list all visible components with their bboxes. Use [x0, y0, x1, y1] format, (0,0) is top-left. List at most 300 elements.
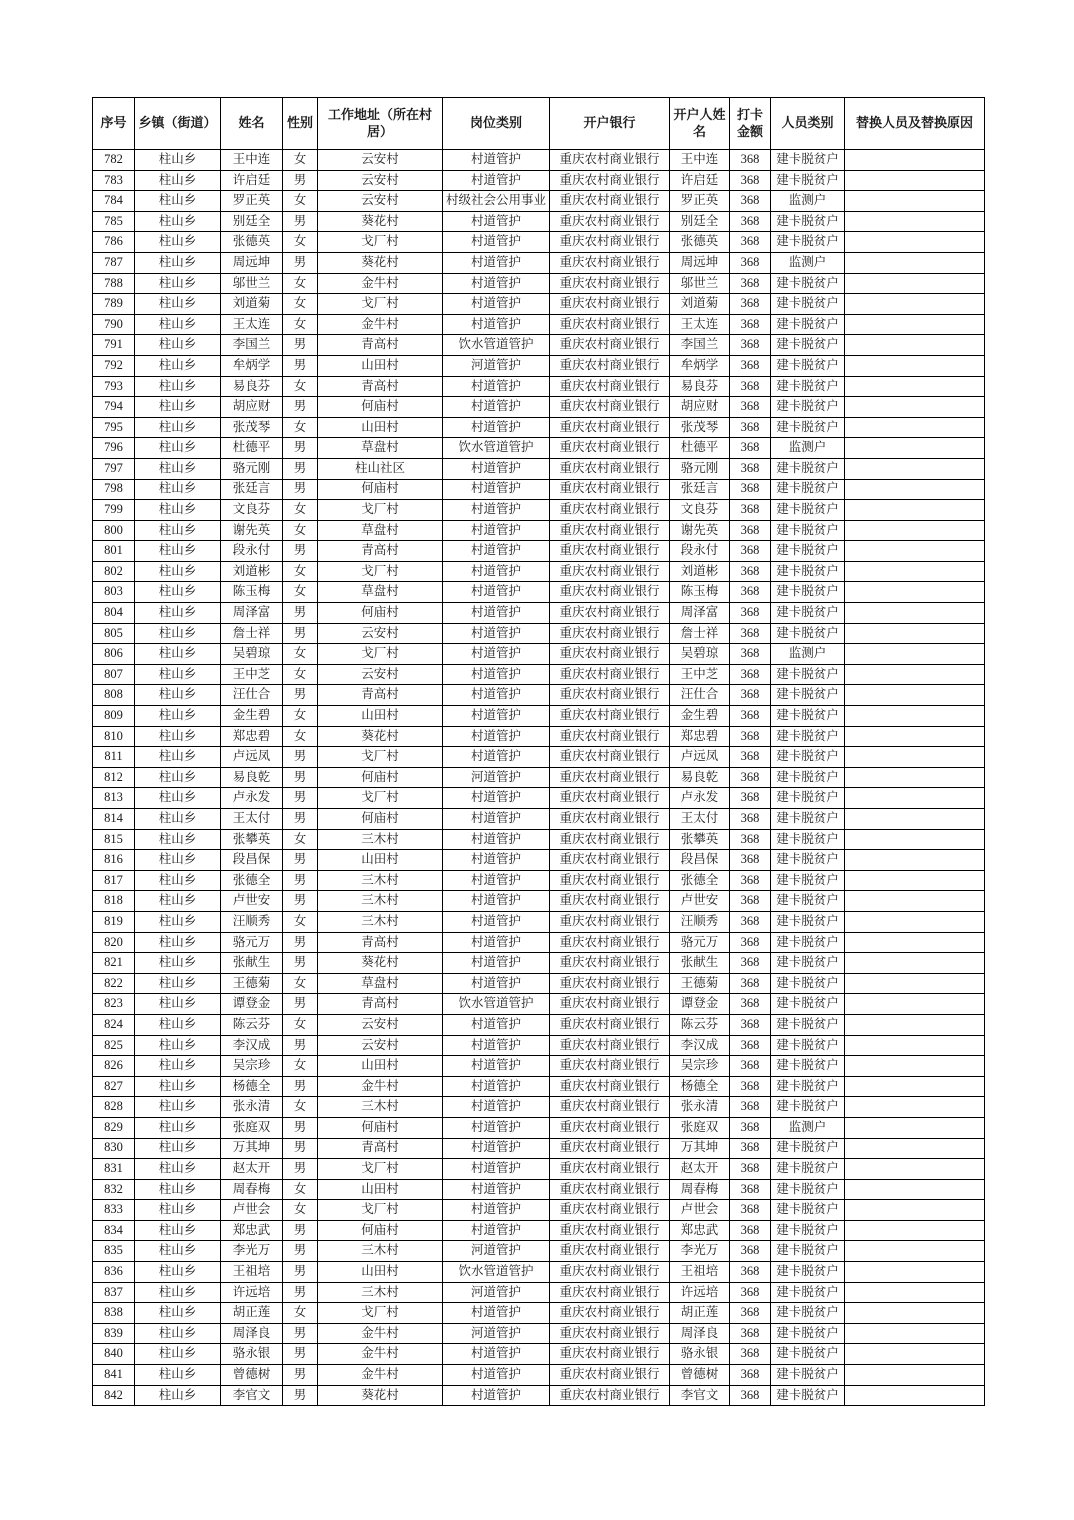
- person-category-cell: 建卡脱贫户: [771, 1303, 845, 1324]
- job-category-cell: 村道管护: [443, 211, 550, 232]
- gender-cell: 男: [283, 1262, 318, 1283]
- bank-cell: 重庆农村商业银行: [550, 685, 670, 706]
- gender-cell: 女: [283, 273, 318, 294]
- bank-cell: 重庆农村商业银行: [550, 870, 670, 891]
- replacement-reason-cell: [845, 1365, 985, 1386]
- amount-cell: 368: [730, 850, 771, 871]
- person-category-cell: 建卡脱贫户: [771, 150, 845, 171]
- gender-cell: 男: [283, 438, 318, 459]
- person-category-cell: 建卡脱贫户: [771, 870, 845, 891]
- name-cell: 张永清: [221, 1097, 283, 1118]
- name-cell: 汪仕合: [221, 685, 283, 706]
- account-holder-name-cell: 周远坤: [670, 252, 730, 273]
- work-village-cell: 金牛村: [318, 1344, 443, 1365]
- replacement-reason-cell: [845, 417, 985, 438]
- table-row: [93, 644, 985, 665]
- name-cell: 胡应财: [221, 397, 283, 418]
- person-category-cell: 建卡脱贫户: [771, 891, 845, 912]
- work-village-cell: 云安村: [318, 1035, 443, 1056]
- serial-number-cell: 825: [93, 1035, 135, 1056]
- person-category-cell: 建卡脱贫户: [771, 1014, 845, 1035]
- work-village-cell: 青高村: [318, 335, 443, 356]
- column-header-gender: 性别: [283, 98, 318, 150]
- column-header-amount: 打卡金额: [730, 98, 771, 150]
- account-holder-name-cell: 陈云芬: [670, 1014, 730, 1035]
- bank-cell: 重庆农村商业银行: [550, 1344, 670, 1365]
- bank-cell: 重庆农村商业银行: [550, 706, 670, 727]
- township-cell: 柱山乡: [135, 1138, 221, 1159]
- township-cell: 柱山乡: [135, 1344, 221, 1365]
- account-holder-name-cell: 金生碧: [670, 706, 730, 727]
- work-village-cell: 三木村: [318, 1097, 443, 1118]
- serial-number-cell: 807: [93, 664, 135, 685]
- account-holder-name-cell: 张德全: [670, 870, 730, 891]
- account-holder-name-cell: 王祖培: [670, 1262, 730, 1283]
- gender-cell: 男: [283, 170, 318, 191]
- township-cell: 柱山乡: [135, 1014, 221, 1035]
- serial-number-cell: 794: [93, 397, 135, 418]
- bank-cell: 重庆农村商业银行: [550, 973, 670, 994]
- replacement-reason-cell: [845, 1138, 985, 1159]
- person-category-cell: 建卡脱贫户: [771, 170, 845, 191]
- bank-cell: 重庆农村商业银行: [550, 561, 670, 582]
- job-category-cell: 村道管护: [443, 911, 550, 932]
- gender-cell: 女: [283, 1179, 318, 1200]
- person-category-cell: 建卡脱贫户: [771, 335, 845, 356]
- gender-cell: 女: [283, 644, 318, 665]
- serial-number-cell: 815: [93, 829, 135, 850]
- account-holder-name-cell: 胡正莲: [670, 1303, 730, 1324]
- account-holder-name-cell: 周泽良: [670, 1323, 730, 1344]
- name-cell: 骆永银: [221, 1344, 283, 1365]
- account-holder-name-cell: 卢世安: [670, 891, 730, 912]
- account-holder-name-cell: 张德英: [670, 232, 730, 253]
- amount-cell: 368: [730, 1262, 771, 1283]
- work-village-cell: 葵花村: [318, 252, 443, 273]
- amount-cell: 368: [730, 623, 771, 644]
- person-category-cell: 监测户: [771, 252, 845, 273]
- amount-cell: 368: [730, 1365, 771, 1386]
- account-holder-name-cell: 易良芬: [670, 376, 730, 397]
- name-cell: 王太付: [221, 809, 283, 830]
- amount-cell: 368: [730, 1200, 771, 1221]
- work-village-cell: 何庙村: [318, 603, 443, 624]
- job-category-cell: 饮水管道管护: [443, 335, 550, 356]
- person-category-cell: 建卡脱贫户: [771, 767, 845, 788]
- replacement-reason-cell: [845, 1344, 985, 1365]
- work-village-cell: 三木村: [318, 1241, 443, 1262]
- township-cell: 柱山乡: [135, 623, 221, 644]
- work-village-cell: 金牛村: [318, 1076, 443, 1097]
- job-category-cell: 村道管护: [443, 170, 550, 191]
- table-row: [93, 1014, 985, 1035]
- table-row: [93, 809, 985, 830]
- person-category-cell: 建卡脱贫户: [771, 1200, 845, 1221]
- amount-cell: 368: [730, 994, 771, 1015]
- table-row: [93, 1179, 985, 1200]
- replacement-reason-cell: [845, 1056, 985, 1077]
- person-category-cell: 建卡脱贫户: [771, 479, 845, 500]
- replacement-reason-cell: [845, 561, 985, 582]
- column-header-name: 姓名: [221, 98, 283, 150]
- table-row: [93, 500, 985, 521]
- table-row: [93, 191, 985, 212]
- name-cell: 刘道菊: [221, 294, 283, 315]
- job-category-cell: 村道管护: [443, 1200, 550, 1221]
- replacement-reason-cell: [845, 150, 985, 171]
- serial-number-cell: 841: [93, 1365, 135, 1386]
- amount-cell: 368: [730, 520, 771, 541]
- township-cell: 柱山乡: [135, 417, 221, 438]
- gender-cell: 男: [283, 1117, 318, 1138]
- name-cell: 李光万: [221, 1241, 283, 1262]
- amount-cell: 368: [730, 1323, 771, 1344]
- gender-cell: 男: [283, 1220, 318, 1241]
- township-cell: 柱山乡: [135, 273, 221, 294]
- column-header-replacement-reason: 替换人员及替换原因: [845, 98, 985, 150]
- job-category-cell: 村道管护: [443, 809, 550, 830]
- table-row: [93, 335, 985, 356]
- bank-cell: 重庆农村商业银行: [550, 1303, 670, 1324]
- table-row: [93, 252, 985, 273]
- person-category-cell: 建卡脱贫户: [771, 314, 845, 335]
- township-cell: 柱山乡: [135, 809, 221, 830]
- name-cell: 易良芬: [221, 376, 283, 397]
- gender-cell: 男: [283, 850, 318, 871]
- amount-cell: 368: [730, 211, 771, 232]
- job-category-cell: 村道管护: [443, 1056, 550, 1077]
- account-holder-name-cell: 段昌保: [670, 850, 730, 871]
- township-cell: 柱山乡: [135, 747, 221, 768]
- name-cell: 金生碧: [221, 706, 283, 727]
- serial-number-cell: 793: [93, 376, 135, 397]
- name-cell: 罗正英: [221, 191, 283, 212]
- person-category-cell: 建卡脱贫户: [771, 809, 845, 830]
- bank-cell: 重庆农村商业银行: [550, 397, 670, 418]
- replacement-reason-cell: [845, 438, 985, 459]
- person-category-cell: 建卡脱贫户: [771, 1241, 845, 1262]
- table-row: [93, 1323, 985, 1344]
- amount-cell: 368: [730, 1303, 771, 1324]
- job-category-cell: 村道管护: [443, 623, 550, 644]
- column-header-person-category: 人员类别: [771, 98, 845, 150]
- roster-table: [92, 97, 985, 1406]
- serial-number-cell: 786: [93, 232, 135, 253]
- gender-cell: 男: [283, 1035, 318, 1056]
- bank-cell: 重庆农村商业银行: [550, 211, 670, 232]
- serial-number-cell: 805: [93, 623, 135, 644]
- person-category-cell: 建卡脱贫户: [771, 932, 845, 953]
- amount-cell: 368: [730, 664, 771, 685]
- township-cell: 柱山乡: [135, 1117, 221, 1138]
- work-village-cell: 戈厂村: [318, 788, 443, 809]
- person-category-cell: 建卡脱贫户: [771, 561, 845, 582]
- work-village-cell: 青高村: [318, 685, 443, 706]
- account-holder-name-cell: 王中芝: [670, 664, 730, 685]
- name-cell: 段永付: [221, 541, 283, 562]
- name-cell: 谢先英: [221, 520, 283, 541]
- account-holder-name-cell: 骆元刚: [670, 458, 730, 479]
- serial-number-cell: 831: [93, 1159, 135, 1180]
- table-row: [93, 541, 985, 562]
- job-category-cell: 河道管护: [443, 1282, 550, 1303]
- work-village-cell: 青高村: [318, 932, 443, 953]
- gender-cell: 女: [283, 911, 318, 932]
- table-row: [93, 479, 985, 500]
- name-cell: 赵太开: [221, 1159, 283, 1180]
- person-category-cell: 建卡脱贫户: [771, 1097, 845, 1118]
- township-cell: 柱山乡: [135, 561, 221, 582]
- table-row: [93, 706, 985, 727]
- amount-cell: 368: [730, 1035, 771, 1056]
- replacement-reason-cell: [845, 911, 985, 932]
- amount-cell: 368: [730, 809, 771, 830]
- account-holder-name-cell: 王德菊: [670, 973, 730, 994]
- work-village-cell: 戈厂村: [318, 1200, 443, 1221]
- township-cell: 柱山乡: [135, 1241, 221, 1262]
- work-village-cell: 云安村: [318, 1014, 443, 1035]
- table-row: [93, 170, 985, 191]
- work-village-cell: 戈厂村: [318, 294, 443, 315]
- bank-cell: 重庆农村商业银行: [550, 1138, 670, 1159]
- amount-cell: 368: [730, 726, 771, 747]
- account-holder-name-cell: 张永清: [670, 1097, 730, 1118]
- gender-cell: 女: [283, 973, 318, 994]
- replacement-reason-cell: [845, 582, 985, 603]
- work-village-cell: 何庙村: [318, 479, 443, 500]
- job-category-cell: 村道管护: [443, 973, 550, 994]
- work-village-cell: 青高村: [318, 1138, 443, 1159]
- amount-cell: 368: [730, 561, 771, 582]
- name-cell: 张德英: [221, 232, 283, 253]
- name-cell: 吴宗珍: [221, 1056, 283, 1077]
- job-category-cell: 村道管护: [443, 561, 550, 582]
- name-cell: 易良乾: [221, 767, 283, 788]
- table-row: [93, 891, 985, 912]
- job-category-cell: 河道管护: [443, 1241, 550, 1262]
- table-row: [93, 417, 985, 438]
- township-cell: 柱山乡: [135, 170, 221, 191]
- name-cell: 王德菊: [221, 973, 283, 994]
- person-category-cell: 建卡脱贫户: [771, 850, 845, 871]
- serial-number-cell: 823: [93, 994, 135, 1015]
- work-village-cell: 金牛村: [318, 314, 443, 335]
- amount-cell: 368: [730, 932, 771, 953]
- job-category-cell: 村道管护: [443, 541, 550, 562]
- amount-cell: 368: [730, 232, 771, 253]
- serial-number-cell: 809: [93, 706, 135, 727]
- account-holder-name-cell: 邬世兰: [670, 273, 730, 294]
- person-category-cell: 建卡脱贫户: [771, 953, 845, 974]
- work-village-cell: 三木村: [318, 911, 443, 932]
- bank-cell: 重庆农村商业银行: [550, 1262, 670, 1283]
- work-village-cell: 何庙村: [318, 397, 443, 418]
- township-cell: 柱山乡: [135, 191, 221, 212]
- table-row: [93, 829, 985, 850]
- work-village-cell: 三木村: [318, 1282, 443, 1303]
- amount-cell: 368: [730, 891, 771, 912]
- name-cell: 王中连: [221, 150, 283, 171]
- bank-cell: 重庆农村商业银行: [550, 458, 670, 479]
- township-cell: 柱山乡: [135, 1323, 221, 1344]
- job-category-cell: 村道管护: [443, 252, 550, 273]
- table-row: [93, 314, 985, 335]
- account-holder-name-cell: 王太连: [670, 314, 730, 335]
- person-category-cell: 建卡脱贫户: [771, 726, 845, 747]
- name-cell: 谭登金: [221, 994, 283, 1015]
- person-category-cell: 建卡脱贫户: [771, 973, 845, 994]
- account-holder-name-cell: 詹士祥: [670, 623, 730, 644]
- amount-cell: 368: [730, 1385, 771, 1406]
- serial-number-cell: 792: [93, 355, 135, 376]
- serial-number-cell: 840: [93, 1344, 135, 1365]
- bank-cell: 重庆农村商业银行: [550, 891, 670, 912]
- replacement-reason-cell: [845, 541, 985, 562]
- serial-number-cell: 784: [93, 191, 135, 212]
- name-cell: 周泽富: [221, 603, 283, 624]
- job-category-cell: 村道管护: [443, 850, 550, 871]
- serial-number-cell: 797: [93, 458, 135, 479]
- gender-cell: 男: [283, 623, 318, 644]
- person-category-cell: 建卡脱贫户: [771, 1056, 845, 1077]
- person-category-cell: 建卡脱贫户: [771, 747, 845, 768]
- amount-cell: 368: [730, 747, 771, 768]
- bank-cell: 重庆农村商业银行: [550, 1200, 670, 1221]
- gender-cell: 男: [283, 788, 318, 809]
- replacement-reason-cell: [845, 1241, 985, 1262]
- work-village-cell: 戈厂村: [318, 500, 443, 521]
- table-row: [93, 850, 985, 871]
- bank-cell: 重庆农村商业银行: [550, 1056, 670, 1077]
- township-cell: 柱山乡: [135, 891, 221, 912]
- name-cell: 骆元刚: [221, 458, 283, 479]
- person-category-cell: 建卡脱贫户: [771, 1282, 845, 1303]
- table-row: [93, 870, 985, 891]
- account-holder-name-cell: 李官文: [670, 1385, 730, 1406]
- serial-number-cell: 816: [93, 850, 135, 871]
- amount-cell: 368: [730, 191, 771, 212]
- name-cell: 周泽良: [221, 1323, 283, 1344]
- amount-cell: 368: [730, 911, 771, 932]
- bank-cell: 重庆农村商业银行: [550, 1365, 670, 1386]
- job-category-cell: 村道管护: [443, 1014, 550, 1035]
- name-cell: 卢世会: [221, 1200, 283, 1221]
- table-row: [93, 561, 985, 582]
- amount-cell: 368: [730, 479, 771, 500]
- replacement-reason-cell: [845, 685, 985, 706]
- person-category-cell: 建卡脱贫户: [771, 417, 845, 438]
- township-cell: 柱山乡: [135, 1365, 221, 1386]
- person-category-cell: 监测户: [771, 644, 845, 665]
- work-village-cell: 云安村: [318, 170, 443, 191]
- gender-cell: 女: [283, 1200, 318, 1221]
- person-category-cell: 建卡脱贫户: [771, 685, 845, 706]
- work-village-cell: 草盘村: [318, 438, 443, 459]
- table-row: [93, 1241, 985, 1262]
- bank-cell: 重庆农村商业银行: [550, 809, 670, 830]
- name-cell: 王中芝: [221, 664, 283, 685]
- work-village-cell: 何庙村: [318, 1220, 443, 1241]
- table-row: [93, 1385, 985, 1406]
- gender-cell: 男: [283, 1241, 318, 1262]
- name-cell: 文良芬: [221, 500, 283, 521]
- work-village-cell: 葵花村: [318, 1385, 443, 1406]
- township-cell: 柱山乡: [135, 911, 221, 932]
- township-cell: 柱山乡: [135, 685, 221, 706]
- gender-cell: 女: [283, 232, 318, 253]
- bank-cell: 重庆农村商业银行: [550, 500, 670, 521]
- replacement-reason-cell: [845, 747, 985, 768]
- account-holder-name-cell: 刘道菊: [670, 294, 730, 315]
- name-cell: 胡正莲: [221, 1303, 283, 1324]
- gender-cell: 男: [283, 541, 318, 562]
- table-row: [93, 1262, 985, 1283]
- serial-number-cell: 818: [93, 891, 135, 912]
- job-category-cell: 饮水管道管护: [443, 1262, 550, 1283]
- serial-number-cell: 791: [93, 335, 135, 356]
- serial-number-cell: 830: [93, 1138, 135, 1159]
- work-village-cell: 三木村: [318, 829, 443, 850]
- amount-cell: 368: [730, 1097, 771, 1118]
- township-cell: 柱山乡: [135, 500, 221, 521]
- replacement-reason-cell: [845, 1179, 985, 1200]
- work-village-cell: 葵花村: [318, 211, 443, 232]
- serial-number-cell: 806: [93, 644, 135, 665]
- table-row: [93, 953, 985, 974]
- gender-cell: 女: [283, 1014, 318, 1035]
- replacement-reason-cell: [845, 1200, 985, 1221]
- name-cell: 张廷言: [221, 479, 283, 500]
- serial-number-cell: 832: [93, 1179, 135, 1200]
- serial-number-cell: 827: [93, 1076, 135, 1097]
- gender-cell: 女: [283, 191, 318, 212]
- name-cell: 陈云芬: [221, 1014, 283, 1035]
- replacement-reason-cell: [845, 1117, 985, 1138]
- amount-cell: 368: [730, 397, 771, 418]
- account-holder-name-cell: 李汉成: [670, 1035, 730, 1056]
- column-header-township: 乡镇（街道）: [135, 98, 221, 150]
- amount-cell: 368: [730, 170, 771, 191]
- replacement-reason-cell: [845, 603, 985, 624]
- bank-cell: 重庆农村商业银行: [550, 541, 670, 562]
- bank-cell: 重庆农村商业银行: [550, 603, 670, 624]
- township-cell: 柱山乡: [135, 150, 221, 171]
- table-row: [93, 355, 985, 376]
- column-header-bank: 开户银行: [550, 98, 670, 150]
- gender-cell: 女: [283, 376, 318, 397]
- person-category-cell: 建卡脱贫户: [771, 541, 845, 562]
- serial-number-cell: 838: [93, 1303, 135, 1324]
- gender-cell: 男: [283, 1138, 318, 1159]
- replacement-reason-cell: [845, 314, 985, 335]
- bank-cell: 重庆农村商业银行: [550, 232, 670, 253]
- person-category-cell: 建卡脱贫户: [771, 294, 845, 315]
- bank-cell: 重庆农村商业银行: [550, 623, 670, 644]
- amount-cell: 368: [730, 1344, 771, 1365]
- work-village-cell: 葵花村: [318, 953, 443, 974]
- township-cell: 柱山乡: [135, 582, 221, 603]
- name-cell: 卢世安: [221, 891, 283, 912]
- gender-cell: 男: [283, 932, 318, 953]
- name-cell: 许远培: [221, 1282, 283, 1303]
- job-category-cell: 村道管护: [443, 500, 550, 521]
- amount-cell: 368: [730, 1241, 771, 1262]
- gender-cell: 女: [283, 561, 318, 582]
- job-category-cell: 河道管护: [443, 355, 550, 376]
- replacement-reason-cell: [845, 376, 985, 397]
- bank-cell: 重庆农村商业银行: [550, 1323, 670, 1344]
- bank-cell: 重庆农村商业银行: [550, 1097, 670, 1118]
